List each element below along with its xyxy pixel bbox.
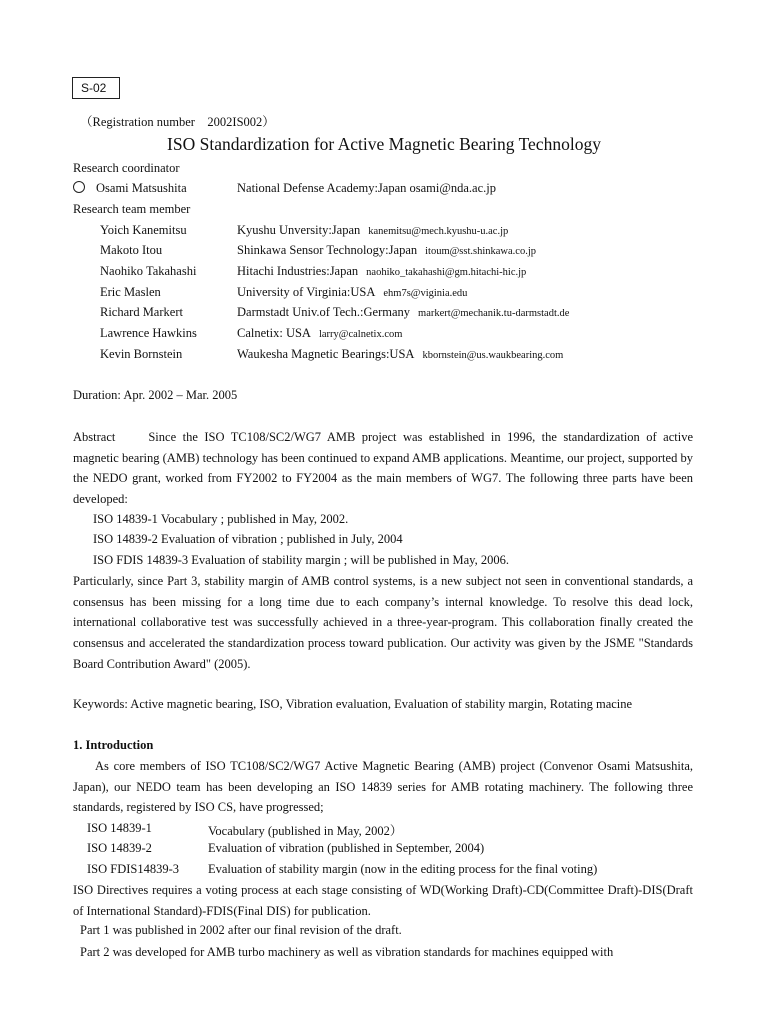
abstract-part: ISO 14839-1 Vocabulary ; published in May, 2002. xyxy=(93,512,349,526)
team-label: Research team member xyxy=(73,202,191,216)
document-code-box: S-02 xyxy=(72,77,120,99)
coordinator-affiliation: National Defense Academy:Japan osami@nda.ac.jp xyxy=(237,181,496,195)
abstract-part: ISO FDIS 14839-3 Evaluation of stability margin ; will be published in May, 2006. xyxy=(93,553,509,567)
member-affiliation: Waukesha Magnetic Bearings:USA kbornstein@us.waukbearing.com xyxy=(237,347,564,361)
member-name: Kevin Bornstein xyxy=(100,347,183,361)
standard-code: ISO 14839-2 xyxy=(87,841,152,855)
member-email: ehm7s@viginia.edu xyxy=(383,288,468,299)
member-affiliation: Hitachi Industries:Japan naohiko_takahashi@gm.hitachi-hic.jp xyxy=(237,264,527,278)
member-email: kanemitsu@mech.kyushu-u.ac.jp xyxy=(368,226,509,237)
member-affiliation: Kyushu Unversity:Japan kanemitsu@mech.kyushu-u.ac.jp xyxy=(237,223,509,237)
member-name: Naohiko Takahashi xyxy=(100,264,197,278)
member-email: kbornstein@us.waukbearing.com xyxy=(422,350,564,361)
intro-paragraph: Part 1 was published in 2002 after our final revision of the draft. xyxy=(80,923,402,937)
member-name: Eric Maslen xyxy=(100,285,161,299)
coordinator-label: Research coordinator xyxy=(73,161,180,175)
member-email: larry@calnetix.com xyxy=(318,329,403,340)
paper-title: ISO Standardization for Active Magnetic Bearing Technology xyxy=(167,134,601,154)
member-email: itoum@sst.shinkawa.co.jp xyxy=(425,246,536,257)
coordinator-row xyxy=(73,181,187,196)
standard-code: ISO FDIS14839-3 xyxy=(87,862,180,876)
standard-description: Vocabulary (published in May, 2002） xyxy=(208,824,403,838)
intro-paragraph: ISO Directives requires a voting process at each stage consisting of WD(Working Draft)-CD(Committee Draft)-DIS(Draft of International Standard)-FDIS(Final DIS) for publication. xyxy=(73,883,693,918)
intro-paragraph: As core members of ISO TC108/SC2/WG7 Active Magnetic Bearing (AMB) project (Convenor Osami Matsushita, Japan), our NEDO team has been developing an ISO 14839 series for AMB rotating machinery. The following three standards, registered by ISO CS, have progressed; xyxy=(73,759,693,815)
circle-marker-icon xyxy=(73,181,85,193)
keywords: Keywords: Active magnetic bearing, ISO, Vibration evaluation, Evaluation of stability margin, Rotating macine xyxy=(73,697,633,711)
member-name: Makoto Itou xyxy=(100,243,163,257)
abstract-conclusion: Particularly, since Part 3, stability margin of AMB control systems, is a new subject not seen in conventional standards, a consensus has been missing for a long time due to each company’s internal knowledge. To resolve this dead lock, international collaborative test was successfully achieved in a three-year-program. This collaboration finally created the consensus and accelerated the standardization process toward publication. Our activity was given by the JSME "Standards Board Contribution Award" (2005). xyxy=(73,574,693,671)
coordinator-name: Osami Matsushita xyxy=(96,181,187,195)
member-email: naohiko_takahashi@gm.hitachi-hic.jp xyxy=(366,267,527,278)
standard-description: Evaluation of vibration (published in September, 2004) xyxy=(208,841,485,855)
standard-description: Evaluation of stability margin (now in the editing process for the final voting) xyxy=(208,862,598,876)
intro-paragraph: Part 2 was developed for AMB turbo machinery as well as vibration standards for machines equipped with xyxy=(80,945,614,959)
registration-number: （Registration number 2002IS002） xyxy=(80,115,275,129)
member-name: Richard Markert xyxy=(100,305,183,319)
member-name: Lawrence Hawkins xyxy=(100,326,197,340)
member-affiliation: Shinkawa Sensor Technology:Japan itoum@sst.shinkawa.co.jp xyxy=(237,243,536,257)
member-affiliation: Calnetix: USA larry@calnetix.com xyxy=(237,326,403,340)
abstract-intro: Abstract Since the ISO TC108/SC2/WG7 AMB project was established in 1996, the standardization of active magnetic bearing (AMB) technology has been continued to expand AMB applications. Meantime, our project, supported by the NEDO grant, worked from FY2002 to FY2004 as the main members of WG7. The following three parts have been developed: xyxy=(73,430,693,507)
member-affiliation: Darmstadt Univ.of Tech.:Germany markert@mechanik.tu-darmstadt.de xyxy=(237,305,570,319)
duration: Duration: Apr. 2002 – Mar. 2005 xyxy=(73,388,238,402)
abstract-label: Abstract xyxy=(73,430,116,444)
member-email: markert@mechanik.tu-darmstadt.de xyxy=(418,308,570,319)
member-affiliation: University of Virginia:USA ehm7s@viginia.edu xyxy=(237,285,468,299)
abstract-part: ISO 14839-2 Evaluation of vibration ; published in July, 2004 xyxy=(93,532,403,546)
standard-code: ISO 14839-1 xyxy=(87,821,152,835)
section-heading-introduction: 1. Introduction xyxy=(73,738,154,752)
member-name: Yoich Kanemitsu xyxy=(100,223,187,237)
